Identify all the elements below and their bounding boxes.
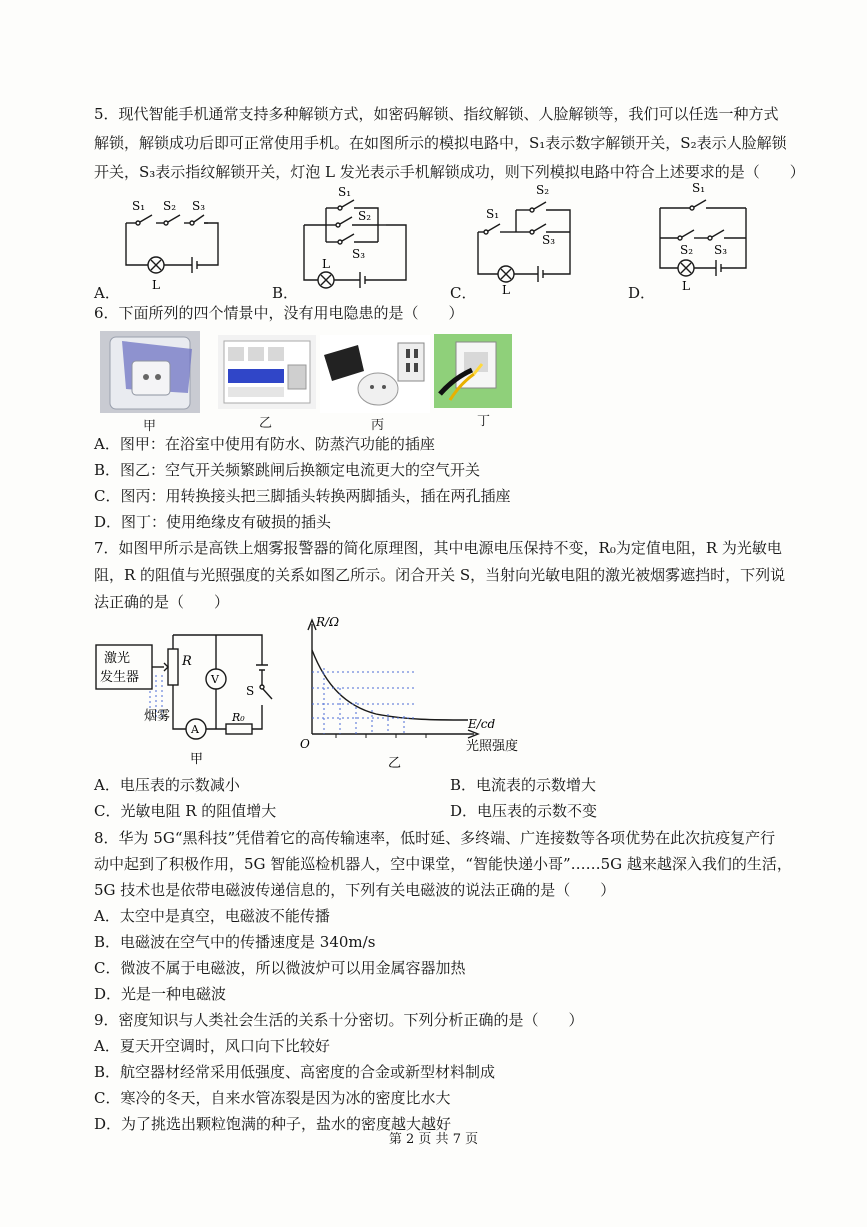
- q5-b-lamp: L: [322, 257, 330, 271]
- q6-caption-yi: 乙: [259, 416, 273, 431]
- q9-option-c: C．寒冷的冬天，自来水管冻裂是因为冰的密度比水大: [94, 1089, 451, 1107]
- q6-photo-yi: [218, 335, 316, 409]
- q5-d-s3: S₃: [714, 243, 728, 257]
- q7-option-c: C．光敏电阻 R 的阻值增大: [94, 802, 277, 820]
- q6-caption-jia: 甲: [143, 419, 157, 434]
- q7-caption-yi: 乙: [388, 756, 402, 771]
- q6-option-c: C．图丙：用转换接头把三脚插头转换两脚插头，插在两孔插座: [94, 487, 511, 505]
- q5-circuit-b: [296, 180, 416, 298]
- q7-smoke-label: 烟雾: [144, 709, 171, 724]
- q7-r-label: R: [182, 654, 192, 669]
- q5-d-s1: S₁: [692, 181, 706, 195]
- q7-figure-yi: [296, 606, 536, 771]
- q5-line-1: 5．现代智能手机通常支持多种解锁方式，如密码解锁、指纹解锁、人脸解锁等，我们可以任选一种方式: [94, 105, 779, 123]
- q6-photo-bing: [320, 335, 430, 413]
- q7-graph-xtitle: 光照强度: [466, 739, 519, 754]
- q5-a-s3: S₃: [192, 199, 206, 213]
- q5-b-s2: S₂: [358, 209, 372, 223]
- q9-question: 9．密度知识与人类社会生活的关系十分密切。下列分析正确的是（ ）: [94, 1011, 584, 1029]
- q8-option-d: D．光是一种电磁波: [94, 985, 227, 1003]
- q5-option-c-label: C．: [450, 284, 477, 302]
- q7-r0-label: R₀: [232, 711, 245, 724]
- q9-option-d: D．为了挑选出颗粒饱满的种子，盐水的密度越大越好: [94, 1115, 452, 1133]
- q5-option-b-label: B．: [272, 284, 299, 302]
- q7-graph-ylabel: R/Ω: [316, 615, 340, 629]
- q5-c-lamp: L: [502, 283, 510, 297]
- q5-circuit-d: [652, 178, 758, 298]
- q6-option-a: A．图甲：在浴室中使用有防水、防蒸汽功能的插座: [94, 435, 435, 453]
- q9-option-a: A．夏天开空调时，风口向下比较好: [94, 1037, 330, 1055]
- q5-a-lamp: L: [152, 278, 160, 292]
- q5-circuit-a: [118, 185, 228, 295]
- q6-caption-ding: 丁: [477, 414, 491, 429]
- q6-option-b: B．图乙：空气开关频繁跳闸后换额定电流更大的空气开关: [94, 461, 481, 479]
- q5-circuit-c: [470, 180, 582, 298]
- q5-a-s2: S₂: [163, 199, 177, 213]
- q5-c-s2: S₂: [536, 183, 550, 197]
- q9-option-b: B．航空器材经常采用低强度、高密度的合金或新型材料制成: [94, 1063, 496, 1081]
- q8-line-1: 8．华为 5G“黑科技”凭借着它的高传输速率，低时延、多终端、广连接数等各项优势在此次抗疫复产行: [94, 829, 776, 847]
- q8-line-2: 动中起到了积极作用，5G 智能巡检机器人，空中课堂，“智能快递小哥”……5G 越来越深入我们的生活，: [94, 855, 792, 873]
- q7-caption-jia: 甲: [190, 752, 204, 767]
- q8-line-3: 5G 技术也是依带电磁波传递信息的，下列有关电磁波的说法正确的是（ ）: [94, 881, 616, 899]
- q8-option-b: B．电磁波在空气中的传播速度是 340m/s: [94, 933, 376, 951]
- q7-laser-line2: 发生器: [100, 670, 140, 685]
- q5-line-2: 解锁，解锁成功后即可正常使用手机。在如图所示的模拟电路中，S₁表示数字解锁开关，S₂表示人脸解锁: [94, 134, 787, 152]
- q7-option-b: B．电流表的示数增大: [450, 776, 597, 794]
- ammeter-label: A: [191, 723, 199, 736]
- q5-b-s1: S₁: [338, 185, 352, 199]
- q6-option-d: D．图丁：使用绝缘皮有破损的插头: [94, 513, 332, 531]
- q5-option-a-label: A．: [94, 284, 120, 302]
- q5-line-3: 开关，S₃表示指纹解锁开关，灯泡 L 发光表示手机解锁成功，则下列模拟电路中符合上述要求的是（ ）: [94, 163, 805, 181]
- q5-option-d-label: D．: [628, 284, 656, 302]
- q6-caption-bing: 丙: [371, 418, 385, 433]
- q7-figure-jia: [94, 625, 284, 770]
- q6-photo-jia: [100, 331, 200, 413]
- page-footer: 第 2 页 共 7 页: [388, 1132, 479, 1147]
- q5-a-s1: S₁: [132, 199, 146, 213]
- q7-option-d: D．电压表的示数不变: [450, 802, 598, 820]
- voltmeter-label: V: [211, 673, 219, 686]
- q7-line-1: 7．如图甲所示是高铁上烟雾报警器的简化原理图，其中电源电压保持不变，R₀为定值电阻，R 为光敏电: [94, 539, 782, 557]
- q7-switch-label: S: [246, 684, 255, 698]
- q7-line-3: 法正确的是（ ）: [94, 593, 230, 611]
- q6-question: 6．下面所列的四个情景中，没有用电隐患的是（ ）: [94, 304, 464, 322]
- q8-option-c: C．微波不属于电磁波，所以微波炉可以用金属容器加热: [94, 959, 466, 977]
- q5-c-s3: S₃: [542, 233, 556, 247]
- q5-d-lamp: L: [682, 279, 690, 293]
- q7-graph-xlabel: E/cd: [468, 717, 496, 731]
- q5-b-s3: S₃: [352, 247, 366, 261]
- q7-laser-line1: 激光: [104, 651, 131, 666]
- q5-c-s1: S₁: [486, 207, 500, 221]
- q7-graph-origin: O: [300, 737, 310, 751]
- q5-d-s2: S₂: [680, 243, 694, 257]
- q7-line-2: 阻，R 的阻值与光照强度的关系如图乙所示。闭合开关 S，当射向光敏电阻的激光被烟雾遮挡时，下列说: [94, 566, 786, 584]
- q7-option-a: A．电压表的示数减小: [94, 776, 240, 794]
- q8-option-a: A．太空中是真空，电磁波不能传播: [94, 907, 330, 925]
- q6-photo-ding: [434, 334, 512, 408]
